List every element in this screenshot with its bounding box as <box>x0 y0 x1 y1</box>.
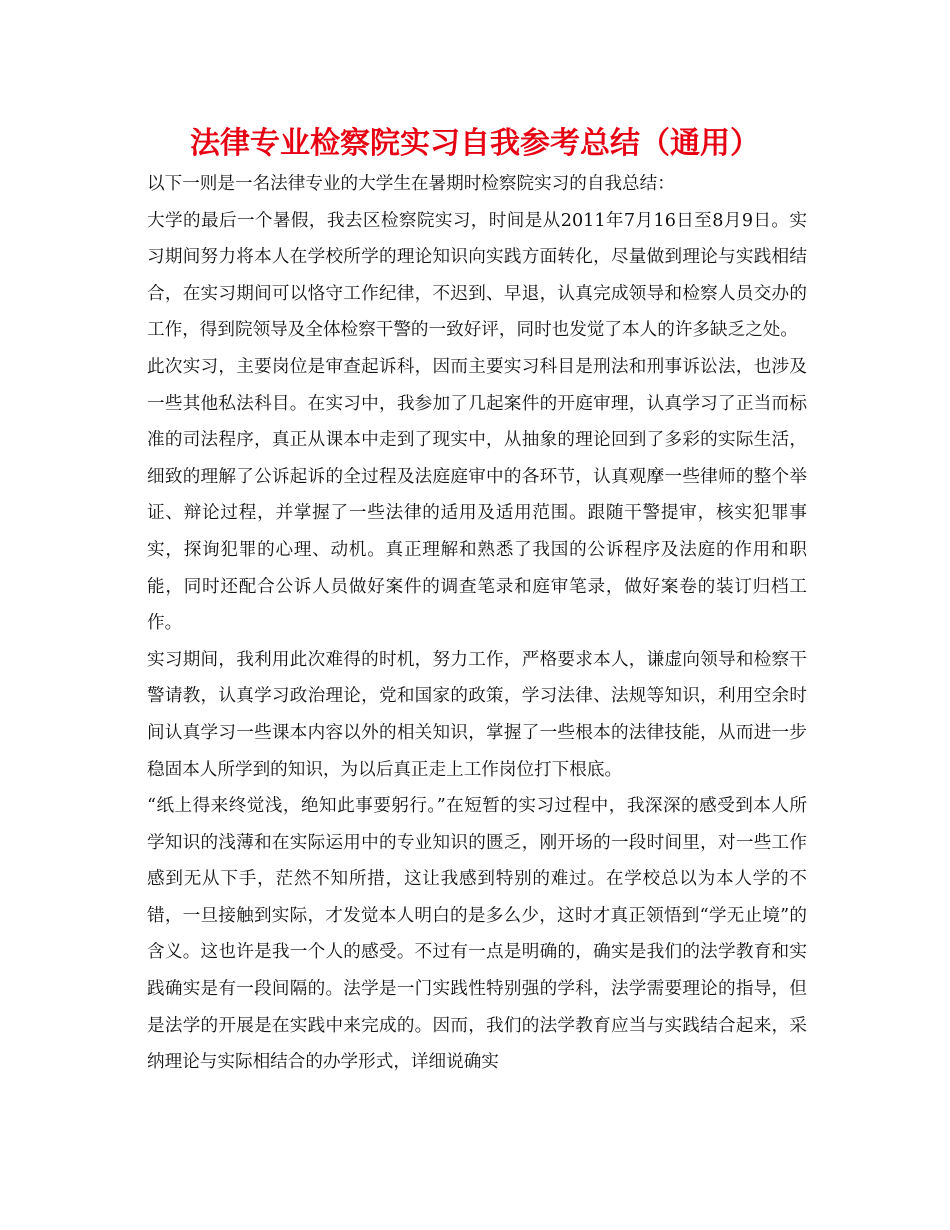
paragraph-intro: 以下一则是一名法律专业的大学生在暑期时检察院实习的自我总结： <box>147 174 675 194</box>
paragraph-learning: 实习期间，我利用此次难得的时机，努力工作，严格要求本人，谦虚向领导和检察干警请教，认真学习政治理论，党和国家的政策，学习法律、法规等知识，利用空余时间认真学习一些课本内容以外的相关知识，掌握了一些根本的法律技能，从而进一步稳固本人所学到的知识，为以后真正走上工作岗位打下根底。 <box>147 649 807 780</box>
document-title: 法律专业检察院实习自我参考总结（通用） <box>190 126 760 161</box>
paragraph-main-post: 此次实习，主要岗位是审查起诉科，因而主要实习科目是刑法和刑事诉讼法，也涉及一些其他私法科目。在实习中，我参加了几起案件的开庭审理，认真学习了正当而标准的司法程序，真正从课本中走到了现实中，从抽象的理论回到了多彩的实际生活，细致的理解了公诉起诉的全过程及法庭庭审中的各环节，认真观摩一些律师的整个举证、辩论过程，并掌握了一些法律的适用及适用范围。跟随干警提审，核实犯罪事实，探询犯罪的心理、动机。真正理解和熟悉了我国的公诉程序及法庭的作用和职能，同时还配合公诉人员做好案件的调查笔录和庭审笔录，做好案卷的装订归档工作。 <box>147 356 807 634</box>
paragraph-reflection: “纸上得来终觉浅，绝知此事要躬行。”在短暂的实习过程中，我深深的感受到本人所学知识的浅薄和在实际运用中的专业知识的匮乏，刚开场的一段时间里，对一些工作感到无从下手，茫然不知所措，这让我感到特别的难过。在学校总以为本人学的不错，一旦接触到实际，才发觉本人明白的是多么少，这时才真正领悟到“学无止境”的含义。这也许是我一个人的感受。不过有一点是明确的，确实是我们的法学教育和实践确实是有一段间隔的。法学是一门实践性特别强的学科，法学需要理论的指导，但是法学的开展是在实践中来完成的。因而，我们的法学教育应当与实践结合起来，采纳理论与实际相结合的办学形式，详细说确实 <box>147 796 807 1073</box>
document-body <box>147 166 807 1081</box>
paragraph-internship-period: 大学的最后一个暑假，我去区检察院实习，时间是从2011年7月16日至8月9日。实习期间努力将本人在学校所学的理论知识向实践方面转化，尽量做到理论与实践相结合，在实习期间可以恪守工作纪律，不迟到、早退，认真完成领导和检察人员交办的工作，得到院领导及全体检察干警的一致好评，同时也发觉了本人的许多缺乏之处。 <box>147 210 807 341</box>
